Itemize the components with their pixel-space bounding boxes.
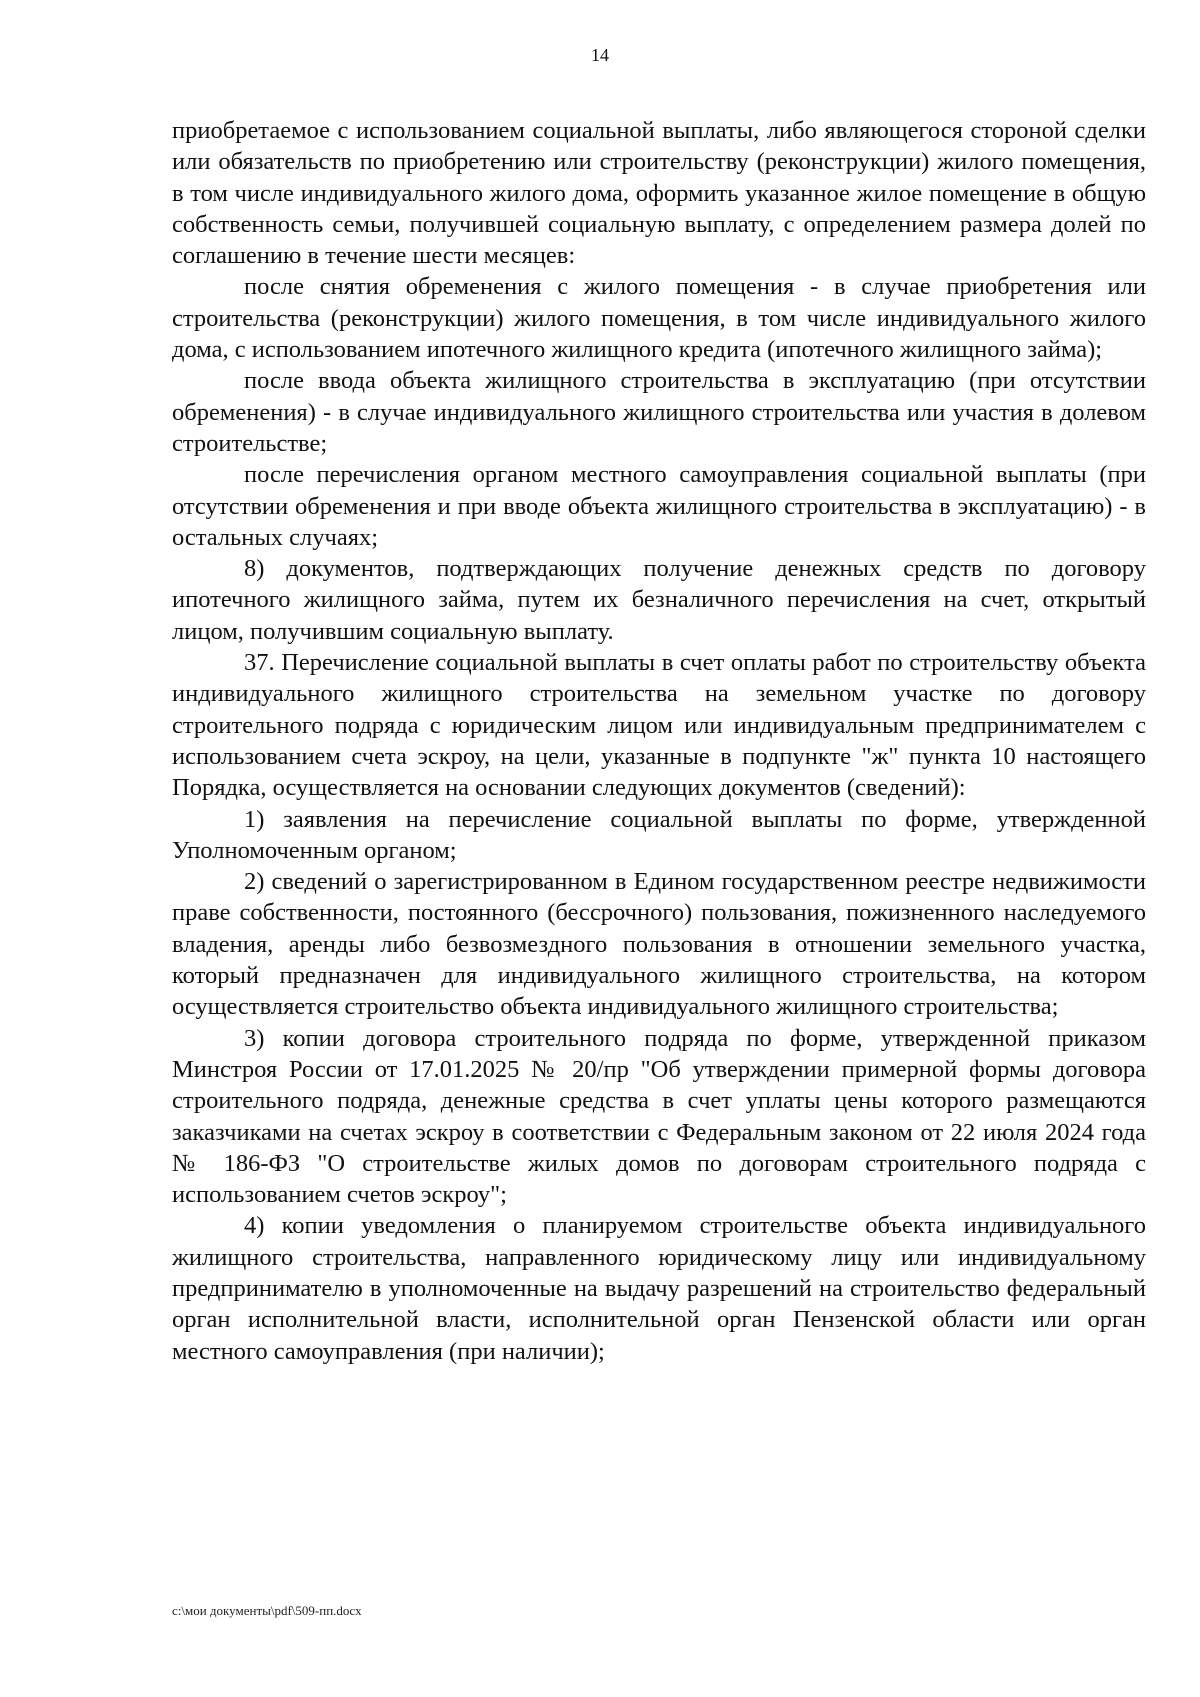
paragraph-after-transfer: после перечисления органом местного самоуправления социальной выплаты (при отсутствии обременения и при вводе объекта жилищного строительства в эксплуатацию) - в остальных случаях;	[172, 461, 1146, 551]
paragraph-continuation: приобретаемое с использованием социальной выплаты, либо являющегося стороной сделки или обязательств по приобретению или строительству (реконструкции) жилого помещения, в том числе индивидуального жилого дома, оформить указанное жилое помещение в общую собственность семьи, получившей социальную выплату, с определением размера долей по соглашению в течение шести месяцев:	[172, 117, 1146, 270]
paragraph-after-encumbrance: после снятия обременения с жилого помещения - в случае приобретения или строительства (реконструкции) жилого помещения, в том числе индивидуального жилого дома, с использованием ипотечного жилищного кредита (ипотечного жилищного займа);	[172, 273, 1146, 364]
paragraph-after-commissioning: после ввода объекта жилищного строительства в эксплуатацию (при отсутствии обременения) - в случае индивидуального жилищного строительства или участия в долевом строительстве;	[172, 367, 1146, 457]
page-number: 14	[591, 45, 609, 65]
document-body	[172, 115, 1146, 1367]
paragraph-item-2: 2) сведений о зарегистрированном в Едином государственном реестре недвижимости праве собственности, постоянного (бессрочного) пользования, пожизненного наследуемого владения, аренды либо безвозмездного пользования в отношении земельного участка, который предназначен для индивидуального жилищного строительства, на котором осуществляется строительство объекта индивидуального жилищного строительства;	[172, 868, 1146, 1021]
footer-file-path: c:\мои документы\pdf\509-пп.docx	[172, 1603, 362, 1618]
paragraph-section-37: 37. Перечисление социальной выплаты в счет оплаты работ по строительству объекта индивидуального жилищного строительства на земельном участке по договору строительного подряда с юридическим лицом или индивидуальным предпринимателем с использованием счета эскроу, на цели, указанные в подпункте "ж" пункта 10 настоящего Порядка, осуществляется на основании следующих документов (сведений):	[172, 649, 1146, 802]
paragraph-item-8: 8) документов, подтверждающих получение денежных средств по договору ипотечного жилищного займа, путем их безналичного перечисления на счет, открытый лицом, получившим социальную выплату.	[172, 555, 1146, 645]
paragraph-item-3: 3) копии договора строительного подряда по форме, утвержденной приказом Минстроя России от 17.01.2025 № 20/пр "Об утверждении примерной формы договора строительного подряда, денежные средства в счет уплаты цены которого размещаются заказчиками на счетах эскроу в соответствии с Федеральным законом от 22 июля 2024 года № 186-ФЗ "О строительстве жилых домов по договорам строительного подряда с использованием счетов эскроу";	[172, 1024, 1146, 1209]
paragraph-item-1: 1) заявления на перечисление социальной выплаты по форме, утвержденной Уполномоченным органом;	[172, 805, 1146, 864]
paragraph-item-4: 4) копии уведомления о планируемом строительстве объекта индивидуального жилищного строительства, направленного юридическому лицу или индивидуальному предпринимателю в уполномоченные на выдачу разрешений на строительство федеральный орган исполнительной власти, исполнительной орган Пензенской области или орган местного самоуправления (при наличии);	[172, 1212, 1146, 1365]
